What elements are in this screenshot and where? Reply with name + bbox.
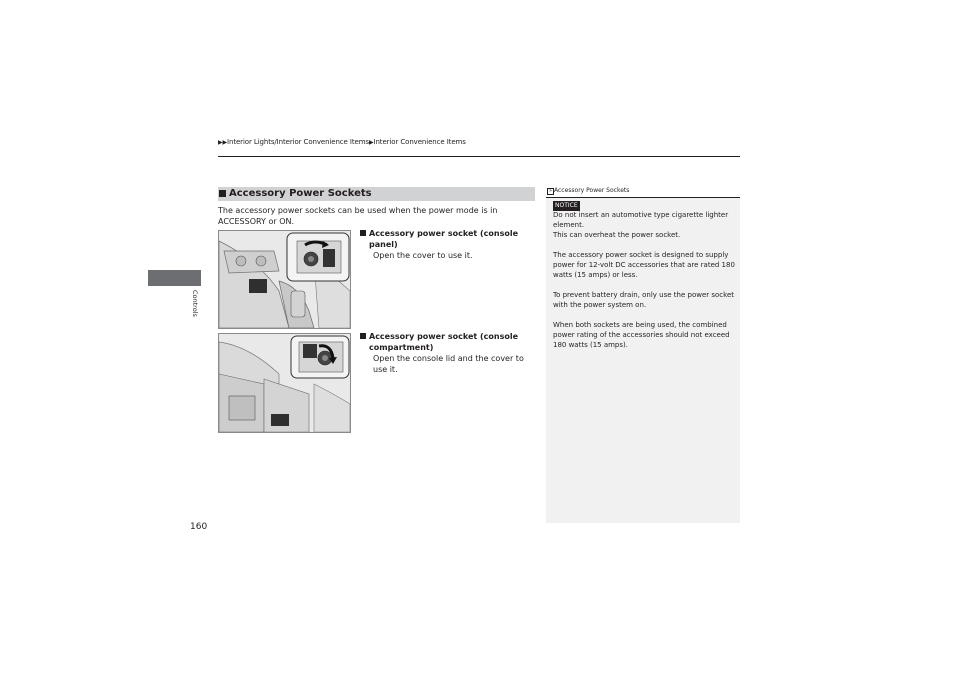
console-panel-illustration <box>219 231 350 328</box>
section-intro: The accessory power sockets can be used when the power mode is in ACCESSORY or ON. <box>218 206 498 226</box>
breadcrumb-separator-icon: ▶ <box>368 139 374 146</box>
subsection-console-panel <box>360 228 540 261</box>
chapter-tab-label: Controls <box>191 290 199 317</box>
notes-paragraph-4: When both sockets are being used, the combined power rating of the accessories should not exceed 180 watts (15 amps). <box>553 321 730 349</box>
header-rule <box>218 156 740 157</box>
console-panel-socket-figure <box>218 230 351 329</box>
chapter-tab-marker <box>148 270 201 286</box>
subsection-body: Open the cover to use it. <box>373 251 473 260</box>
notes-header <box>546 186 740 198</box>
subsection-console-compartment <box>360 331 540 375</box>
notes-header-title[interactable]: Accessory Power Sockets <box>554 187 630 194</box>
notes-paragraph-3: To prevent battery drain, only use the power socket with the power system on. <box>553 291 734 309</box>
square-bullet-icon <box>360 230 366 236</box>
notes-sidebar <box>546 186 740 523</box>
subsection-body: Open the console lid and the cover to use it. <box>373 354 524 374</box>
subsection-title: Accessory power socket (console compartment) <box>369 332 518 352</box>
console-compartment-socket-figure <box>218 333 351 433</box>
page-number: 160 <box>190 522 208 532</box>
breadcrumb-part-1[interactable]: Interior Lights/Interior Convenience Items <box>227 138 369 146</box>
breadcrumb <box>218 138 466 146</box>
notes-paragraph-2: The accessory power socket is designed to supply power for 12-volt DC accessories that are rated 180 watts (15 amps) or less. <box>553 251 735 279</box>
reference-icon: » <box>548 188 553 194</box>
subsection-title: Accessory power socket (console panel) <box>369 229 518 249</box>
section-title: Accessory Power Sockets <box>229 188 372 199</box>
breadcrumb-part-2[interactable]: Interior Convenience Items <box>373 138 466 146</box>
console-compartment-illustration <box>219 334 350 432</box>
notice-badge: NOTICE <box>555 202 578 209</box>
breadcrumb-arrows-icon: ▶▶ <box>218 139 228 146</box>
notes-paragraph-1: Do not insert an automotive type cigarette lighter element. This can overheat the power socket. <box>553 211 729 239</box>
section-heading-bar <box>218 187 535 201</box>
square-bullet-icon <box>360 333 366 339</box>
square-bullet-icon <box>219 190 226 197</box>
